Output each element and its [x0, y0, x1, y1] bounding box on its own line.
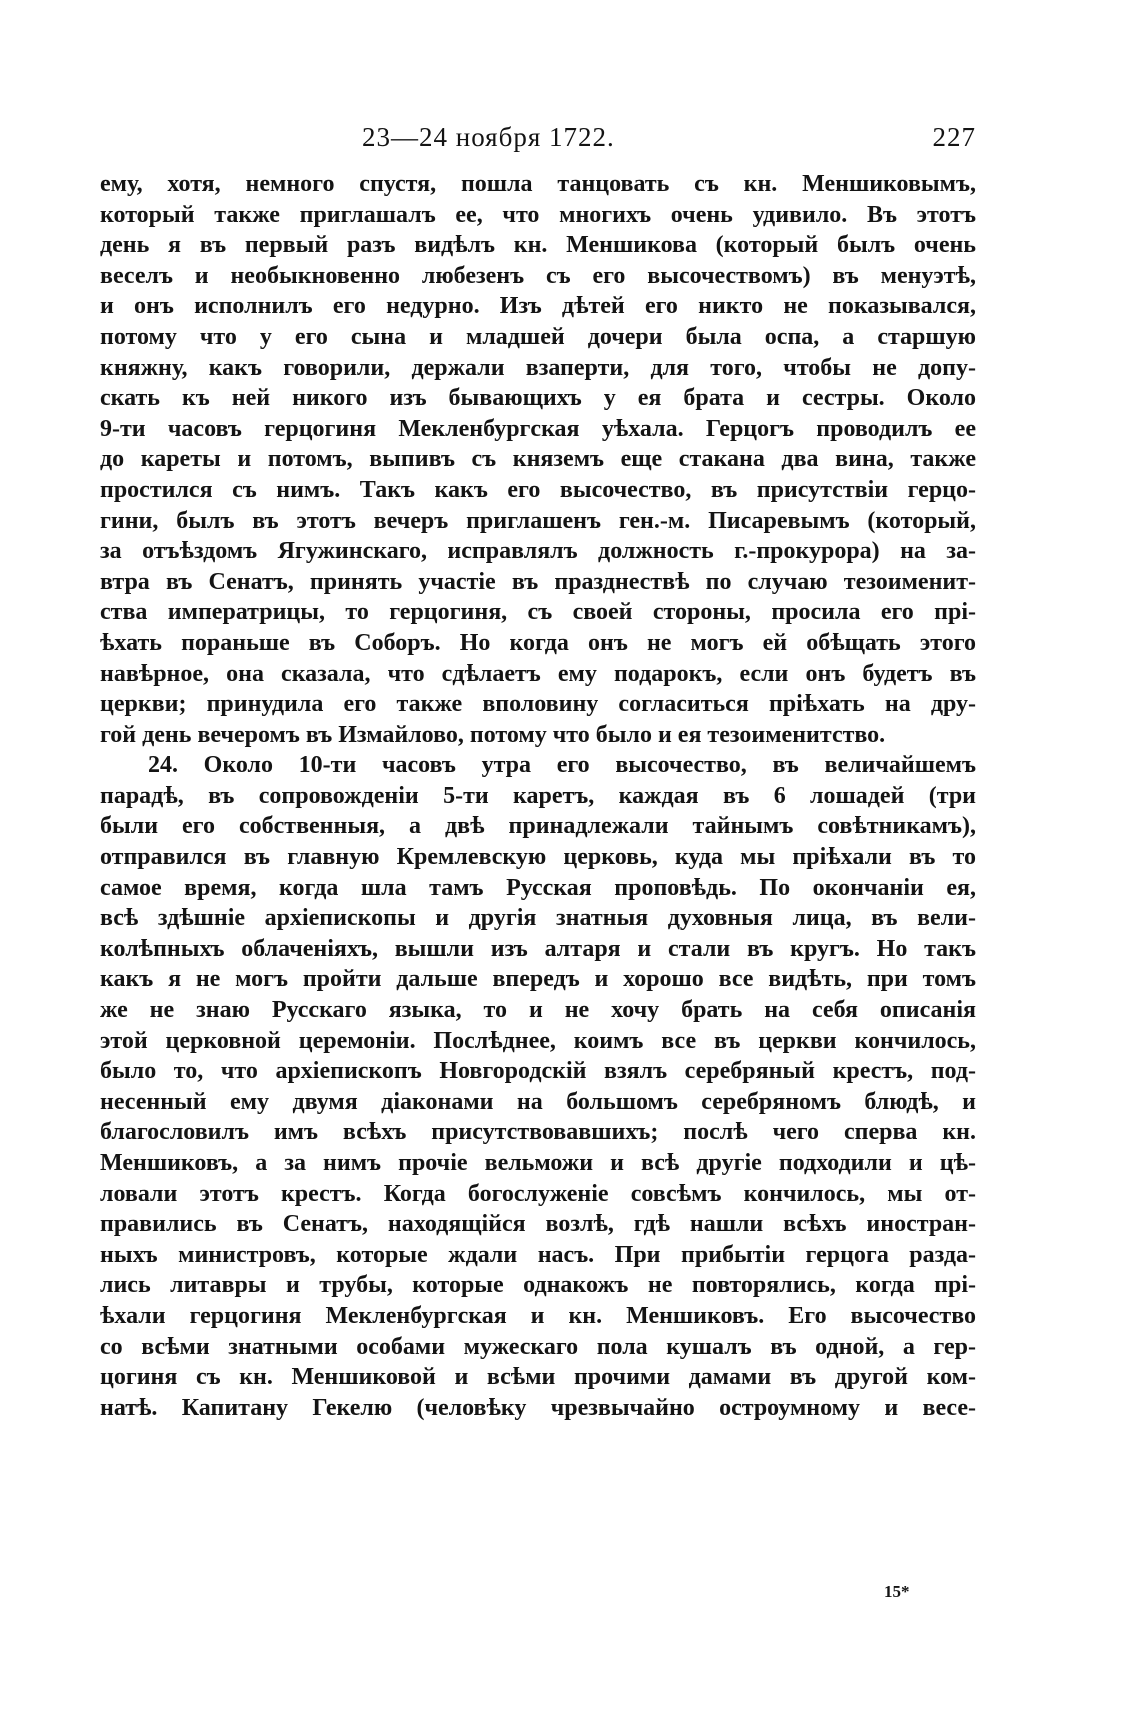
text-line: самое время, когда шла тамъ Русская проповѣдь. По окончаніи ея, — [100, 874, 976, 901]
text-line: со всѣми знатными особами мужескаго пола кушалъ въ одной, а гер- — [100, 1333, 976, 1360]
text-line: веселъ и необыкновенно любезенъ съ его высочествомъ) въ менуэтѣ, — [100, 262, 976, 289]
text-line: и онъ исполнилъ его недурно. Изъ дѣтей его никто не показывался, — [100, 293, 976, 320]
text-line: 24. Около 10-ти часовъ утра его высочество, въ величайшемъ — [148, 752, 976, 779]
text-line: этой церковной церемоніи. Послѣднее, коимъ все въ церкви кончилось, — [100, 1027, 976, 1054]
running-head — [100, 122, 976, 162]
text-line: парадѣ, въ сопровожденіи 5-ти каретъ, каждая въ 6 лошадей (три — [100, 782, 976, 809]
text-line: лись литавры и трубы, которые однакожъ не повторялись, когда прі- — [100, 1272, 976, 1299]
text-line: колѣпныхъ облаченіяхъ, вышли изъ алтаря и стали въ кругъ. Но такъ — [100, 935, 976, 962]
text-line: втра въ Сенатъ, принять участіе въ празднествѣ по случаю тезоименит- — [100, 568, 976, 595]
text-line: было то, что архіепископъ Новгородскій взялъ серебряный крестъ, под- — [100, 1058, 976, 1085]
text-line: несенный ему двумя діаконами на большомъ серебряномъ блюдѣ, и — [100, 1088, 976, 1115]
text-line: гини, былъ въ этотъ вечеръ приглашенъ ген.-м. Писаревымъ (который, — [100, 507, 976, 534]
text-line: правились въ Сенатъ, находящійся возлѣ, гдѣ нашли всѣхъ иностран- — [100, 1211, 976, 1238]
text-line: же не знаю Русскаго языка, то и не хочу брать на себя описанія — [100, 997, 976, 1024]
text-line: ныхъ министровъ, которые ждали насъ. При прибытіи герцога разда- — [100, 1241, 976, 1268]
text-line: были его собственныя, а двѣ принадлежали тайнымъ совѣтникамъ), — [100, 813, 976, 840]
page-number: 227 — [932, 122, 976, 152]
text-line: ѣхали герцогиня Мекленбургская и кн. Меншиковъ. Его высочество — [100, 1302, 976, 1329]
text-line: ловали этотъ крестъ. Когда богослуженіе совсѣмъ кончилось, мы от- — [100, 1180, 976, 1207]
text-line: простился съ нимъ. Такъ какъ его высочество, въ присутствіи герцо- — [100, 476, 976, 503]
text-line: за отъѣздомъ Ягужинскаго, исправлялъ должность г.-прокурора) на за- — [100, 538, 976, 565]
text-line: до кареты и потомъ, выпивъ съ княземъ еще стакана два вина, также — [100, 446, 976, 473]
text-line: скать къ ней никого изъ бывающихъ у ея брата и сестры. Около — [100, 385, 976, 412]
body-text — [100, 169, 976, 1423]
running-title: 23—24 ноября 1722. — [362, 122, 615, 152]
text-line: отправился въ главную Кремлевскую церковь, куда мы пріѣхали въ то — [100, 844, 976, 871]
text-line: день я въ первый разъ видѣлъ кн. Меншикова (который былъ очень — [100, 232, 976, 259]
text-line: ства императрицы, то герцогиня, съ своей стороны, просила его прі- — [100, 599, 976, 626]
text-line: натѣ. Капитану Гекелю (человѣку чрезвычайно остроумному и весе- — [100, 1394, 976, 1421]
text-line: благословилъ имъ всѣхъ присутствовавшихъ; послѣ чего сперва кн. — [100, 1119, 976, 1146]
text-line: церкви; принудила его также вполовину согласиться пріѣхать на дру- — [100, 691, 976, 718]
text-line: потому что у его сына и младшей дочери была оспа, а старшую — [100, 323, 976, 350]
paragraph-2 — [100, 750, 976, 1423]
text-line: Меншиковъ, а за нимъ прочіе вельможи и всѣ другіе подходили и цѣ- — [100, 1150, 976, 1176]
signature-mark: 15* — [884, 1582, 910, 1601]
text-line: 9-ти часовъ герцогиня Мекленбургская уѣхала. Герцогъ проводилъ ее — [100, 415, 976, 442]
text-line: навѣрное, она сказала, что сдѣлаетъ ему подарокъ, если онъ будетъ въ — [100, 660, 976, 687]
text-line: цогиня съ кн. Меншиковой и всѣми прочими дамами въ другой ком- — [100, 1364, 976, 1391]
paragraph-1 — [100, 169, 976, 750]
text-line: княжну, какъ говорили, держали взаперти, для того, чтобы не допу- — [100, 354, 976, 381]
text-line: ему, хотя, немного спустя, пошла танцовать съ кн. Меншиковымъ, — [100, 171, 976, 197]
text-line: гой день вечеромъ въ Измайлово, потому что было и ея тезоименитство. — [100, 721, 886, 748]
text-line: какъ я не могъ пройти дальше впередъ и хорошо все видѣть, при томъ — [100, 966, 976, 993]
text-line: всѣ здѣшніе архіепископы и другія знатныя духовныя лица, въ вели- — [100, 905, 976, 932]
text-line: ѣхать пораньше въ Соборъ. Но когда онъ не могъ ей обѣщать этого — [100, 629, 976, 656]
text-line: который также приглашалъ ее, что многихъ очень удивило. Въ этотъ — [100, 201, 976, 228]
